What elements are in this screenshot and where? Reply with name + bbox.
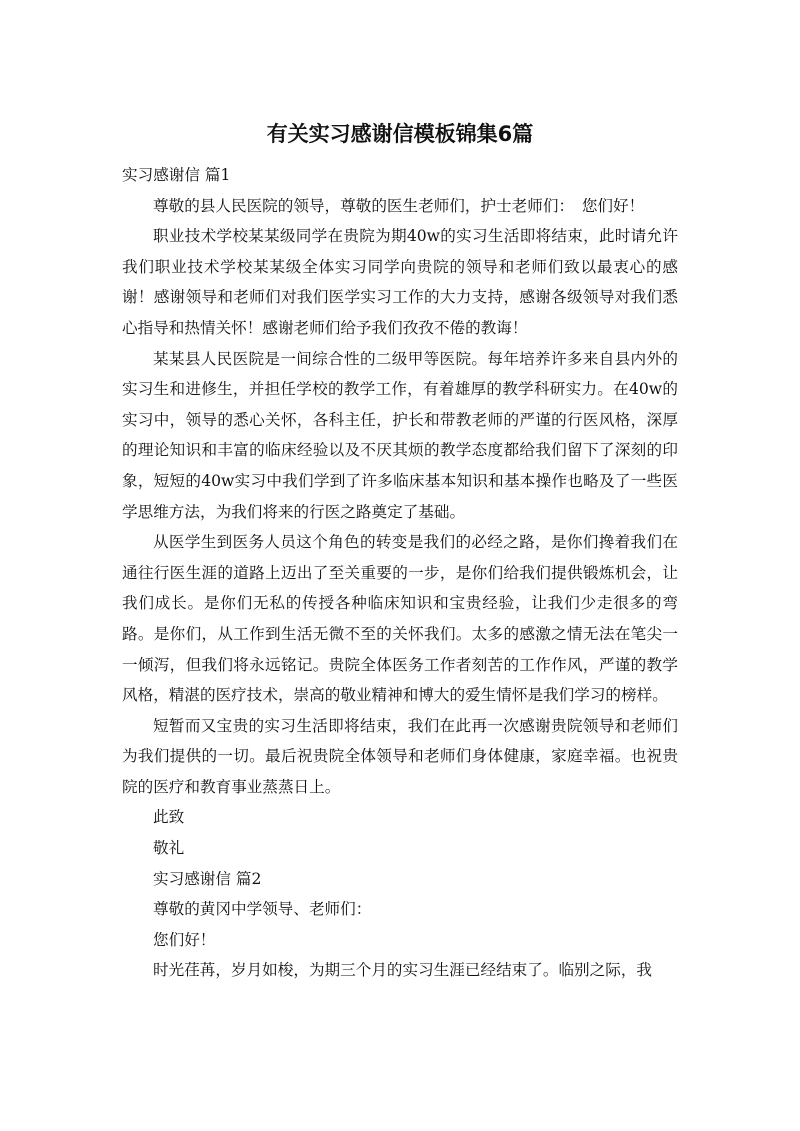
paragraph-1: 职业技术学校某某级同学在贵院为期40w的实习生活即将结束，此时请允许我们职业技术学校某某级全体实习同学向贵院的领导和老师们致以最衷心的感谢！感谢领导和老师们对我们医学实习工作的大力支持，感谢各级领导对我们悉心指导和热情关怀！感谢老师们给予我们孜孜不倦的教诲！ (122, 227, 678, 337)
paragraph-5: 时光荏苒，岁月如梭，为期三个月的实习生涯已经结束了。临别之际，我 (153, 961, 653, 980)
paragraph-3: 从医学生到医务人员这个角色的转变是我们的必经之路，是你们搀着我们在通往行医生涯的道路上迈出了至关重要的一步，是你们给我们提供锻炼机会，让我们成长。是你们无私的传授各种临床知识和宝贵经验，让我们少走很多的弯路。是你们，从工作到生活无微不至的关怀我们。太多的感激之情无法在笔尖一一倾泻，但我们将永远铭记。贵院全体医务工作者刻苦的工作作风，严谨的教学风格，精湛的医疗技术，崇高的敬业精神和博大的爱生情怀是我们学习的榜样。 (122, 533, 678, 705)
document-body (122, 160, 678, 986)
closing-line-2: 敬礼 (153, 839, 185, 858)
closing-line-1: 此致 (153, 808, 185, 827)
section-heading-1: 实习感谢信 篇1 (122, 166, 231, 184)
paragraph-4: 短暂而又宝贵的实习生活即将结束，我们在此再一次感谢贵院领导和老师们为我们提供的一切。最后祝贵院全体领导和老师们身体健康，家庭幸福。也祝贵院的医疗和教育事业蒸蒸日上。 (122, 716, 678, 796)
section-heading-2: 实习感谢信 篇2 (153, 869, 262, 888)
document-title: 有关实习感谢信模板锦集6篇 (266, 122, 534, 146)
greeting-2: 您们好！ (153, 930, 216, 949)
salutation-2: 尊敬的黄冈中学领导、老师们： (153, 900, 372, 919)
salutation-1: 尊敬的县人民医院的领导，尊敬的医生老师们，护士老师们： 您们好！ (153, 196, 645, 215)
paragraph-2: 某某县人民医院是一间综合性的二级甲等医院。每年培养许多来自县内外的实习生和进修生，并担任学校的教学工作，有着雄厚的教学科研实力。在40w的实习中，领导的悉心关怀，各科主任，护长和带教老师的严谨的行医风格，深厚的理论知识和丰富的临床经验以及不厌其烦的教学态度都给我们留下了深刻的印象，短短的40w实习中我们学到了许多临床基本知识和基本操作也略及了一些医学思维方法，为我们将来的行医之路奠定了基础。 (122, 349, 678, 521)
